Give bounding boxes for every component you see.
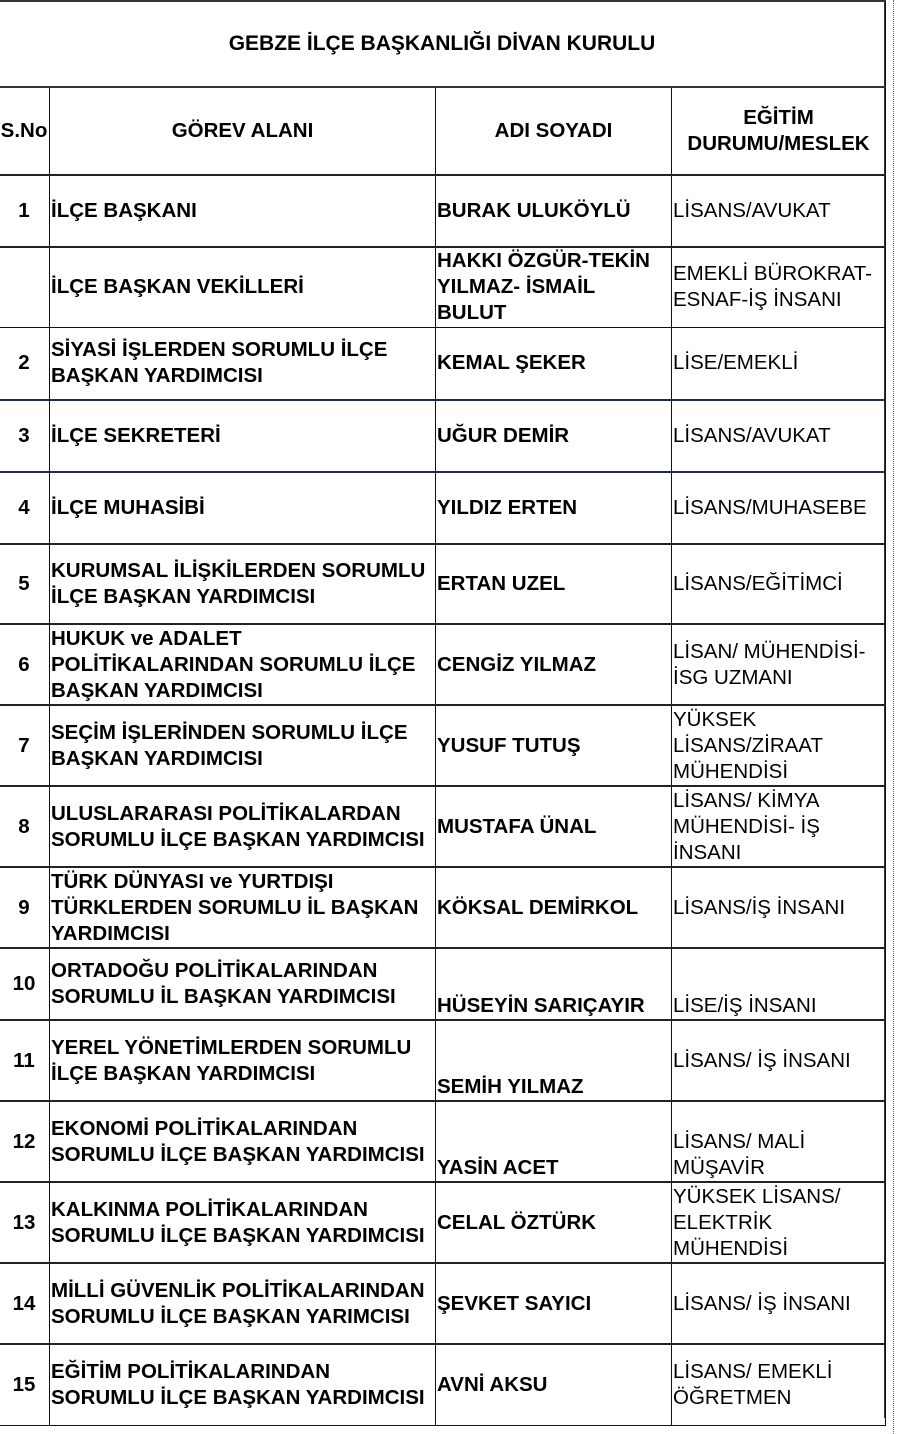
egitim-meslek-cell: YÜKSEK LİSANS/ ELEKTRİK MÜHENDİSİ bbox=[672, 1182, 886, 1263]
row-number: 12 bbox=[0, 1101, 50, 1182]
egitim-meslek-cell: LİSANS/AVUKAT bbox=[672, 400, 886, 472]
table-row bbox=[0, 624, 886, 705]
row-number: 1 bbox=[0, 175, 50, 247]
adi-soyadi-cell: CELAL ÖZTÜRK bbox=[436, 1182, 672, 1263]
adi-soyadi-cell: CENGİZ YILMAZ bbox=[436, 624, 672, 705]
table-row bbox=[0, 867, 886, 948]
gorev-alani-cell: EĞİTİM POLİTİKALARINDAN SORUMLU İLÇE BAŞKAN YARDIMCISI bbox=[50, 1344, 436, 1425]
table-row bbox=[0, 247, 886, 327]
table-row bbox=[0, 544, 886, 624]
row-number: 14 bbox=[0, 1263, 50, 1344]
table-row bbox=[0, 175, 886, 247]
header-row bbox=[0, 87, 886, 175]
adi-soyadi-cell: KÖKSAL DEMİRKOL bbox=[436, 867, 672, 948]
table-title: GEBZE İLÇE BAŞKANLIĞI DİVAN KURULU bbox=[0, 1, 886, 87]
adi-soyadi-cell: HAKKI ÖZGÜR-TEKİN YILMAZ- İSMAİL BULUT bbox=[436, 247, 672, 327]
gorev-alani-cell: EKONOMİ POLİTİKALARINDAN SORUMLU İLÇE BAŞKAN YARDIMCISI bbox=[50, 1101, 436, 1182]
row-number: 13 bbox=[0, 1182, 50, 1263]
table-row bbox=[0, 327, 886, 400]
col-header-ad: ADI SOYADI bbox=[436, 87, 672, 175]
egitim-meslek-cell: LİSANS/EĞİTİMCİ bbox=[672, 544, 886, 624]
table-body bbox=[0, 175, 886, 1425]
gorev-alani-cell: YEREL YÖNETİMLERDEN SORUMLU İLÇE BAŞKAN YARDIMCISI bbox=[50, 1020, 436, 1101]
adi-soyadi-cell: SEMİH YILMAZ bbox=[436, 1020, 672, 1101]
table-row bbox=[0, 472, 886, 544]
table-row bbox=[0, 1101, 886, 1182]
egitim-meslek-cell: LİSANS/İŞ İNSANI bbox=[672, 867, 886, 948]
row-number bbox=[0, 247, 50, 327]
gorev-alani-cell: İLÇE SEKRETERİ bbox=[50, 400, 436, 472]
adi-soyadi-cell: YASİN ACET bbox=[436, 1101, 672, 1182]
adi-soyadi-cell: BURAK ULUKÖYLÜ bbox=[436, 175, 672, 247]
egitim-meslek-cell: YÜKSEK LİSANS/ZİRAAT MÜHENDİSİ bbox=[672, 705, 886, 786]
adi-soyadi-cell: AVNİ AKSU bbox=[436, 1344, 672, 1425]
gorev-alani-cell: TÜRK DÜNYASI ve YURTDIŞI TÜRKLERDEN SORUMLU İL BAŞKAN YARDIMCISI bbox=[50, 867, 436, 948]
adi-soyadi-cell: YUSUF TUTUŞ bbox=[436, 705, 672, 786]
gorev-alani-cell: ORTADOĞU POLİTİKALARINDAN SORUMLU İL BAŞKAN YARDIMCISI bbox=[50, 948, 436, 1020]
gorev-alani-cell: KALKINMA POLİTİKALARINDAN SORUMLU İLÇE BAŞKAN YARDIMCISI bbox=[50, 1182, 436, 1263]
egitim-meslek-cell: LİSANS/ İŞ İNSANI bbox=[672, 1020, 886, 1101]
gorev-alani-cell: İLÇE BAŞKANI bbox=[50, 175, 436, 247]
table-row bbox=[0, 948, 886, 1020]
row-number: 10 bbox=[0, 948, 50, 1020]
egitim-meslek-cell: LİSE/İŞ İNSANI bbox=[672, 948, 886, 1020]
adi-soyadi-cell: HÜSEYİN SARIÇAYIR bbox=[436, 948, 672, 1020]
col-header-gorev: GÖREV ALANI bbox=[50, 87, 436, 175]
egitim-meslek-cell: LİSANS/MUHASEBE bbox=[672, 472, 886, 544]
col-header-no: S.No bbox=[0, 87, 50, 175]
col-header-egitim-line1: EĞİTİM bbox=[743, 106, 814, 129]
egitim-meslek-cell: LİSANS/ KİMYA MÜHENDİSİ- İŞ İNSANI bbox=[672, 786, 886, 867]
egitim-meslek-cell: LİSE/EMEKLİ bbox=[672, 327, 886, 400]
table-row bbox=[0, 1182, 886, 1263]
row-number: 11 bbox=[0, 1020, 50, 1101]
egitim-meslek-cell: EMEKLİ BÜROKRAT-ESNAF-İŞ İNSANI bbox=[672, 247, 886, 327]
col-header-egitim-line2: DURUMU/MESLEK bbox=[687, 132, 870, 155]
title-row bbox=[0, 1, 886, 87]
egitim-meslek-cell: LİSANS/ EMEKLİ ÖĞRETMEN bbox=[672, 1344, 886, 1425]
col-header-egitim bbox=[672, 87, 886, 175]
gorev-alani-cell: SEÇİM İŞLERİNDEN SORUMLU İLÇE BAŞKAN YARDIMCISI bbox=[50, 705, 436, 786]
table-row bbox=[0, 1344, 886, 1425]
egitim-meslek-cell: LİSAN/ MÜHENDİSİ-İSG UZMANI bbox=[672, 624, 886, 705]
adi-soyadi-cell: MUSTAFA ÜNAL bbox=[436, 786, 672, 867]
row-number: 3 bbox=[0, 400, 50, 472]
row-number: 2 bbox=[0, 327, 50, 400]
gorev-alani-cell: ULUSLARARASI POLİTİKALARDAN SORUMLU İLÇE BAŞKAN YARDIMCISI bbox=[50, 786, 436, 867]
table-row bbox=[0, 1020, 886, 1101]
row-number: 15 bbox=[0, 1344, 50, 1425]
gorev-alani-cell: HUKUK ve ADALET POLİTİKALARINDAN SORUMLU İLÇE BAŞKAN YARDIMCISI bbox=[50, 624, 436, 705]
page-boundary-dotted bbox=[893, 0, 894, 1434]
row-number: 5 bbox=[0, 544, 50, 624]
adi-soyadi-cell: KEMAL ŞEKER bbox=[436, 327, 672, 400]
table-row bbox=[0, 1263, 886, 1344]
egitim-meslek-cell: LİSANS/ MALİ MÜŞAVİR bbox=[672, 1101, 886, 1182]
table-row bbox=[0, 400, 886, 472]
gorev-alani-cell: KURUMSAL İLİŞKİLERDEN SORUMLU İLÇE BAŞKAN YARDIMCISI bbox=[50, 544, 436, 624]
table-row bbox=[0, 786, 886, 867]
egitim-meslek-cell: LİSANS/ İŞ İNSANI bbox=[672, 1263, 886, 1344]
gorev-alani-cell: İLÇE BAŞKAN VEKİLLERİ bbox=[50, 247, 436, 327]
adi-soyadi-cell: YILDIZ ERTEN bbox=[436, 472, 672, 544]
adi-soyadi-cell: UĞUR DEMİR bbox=[436, 400, 672, 472]
egitim-meslek-cell: LİSANS/AVUKAT bbox=[672, 175, 886, 247]
row-number: 6 bbox=[0, 624, 50, 705]
row-number: 7 bbox=[0, 705, 50, 786]
gorev-alani-cell: SİYASİ İŞLERDEN SORUMLU İLÇE BAŞKAN YARDIMCISI bbox=[50, 327, 436, 400]
row-number: 8 bbox=[0, 786, 50, 867]
table-row bbox=[0, 705, 886, 786]
gorev-alani-cell: İLÇE MUHASİBİ bbox=[50, 472, 436, 544]
gorev-alani-cell: MİLLİ GÜVENLİK POLİTİKALARINDAN SORUMLU İLÇE BAŞKAN YARIMCISI bbox=[50, 1263, 436, 1344]
adi-soyadi-cell: ŞEVKET SAYICI bbox=[436, 1263, 672, 1344]
row-number: 9 bbox=[0, 867, 50, 948]
row-number: 4 bbox=[0, 472, 50, 544]
adi-soyadi-cell: ERTAN UZEL bbox=[436, 544, 672, 624]
